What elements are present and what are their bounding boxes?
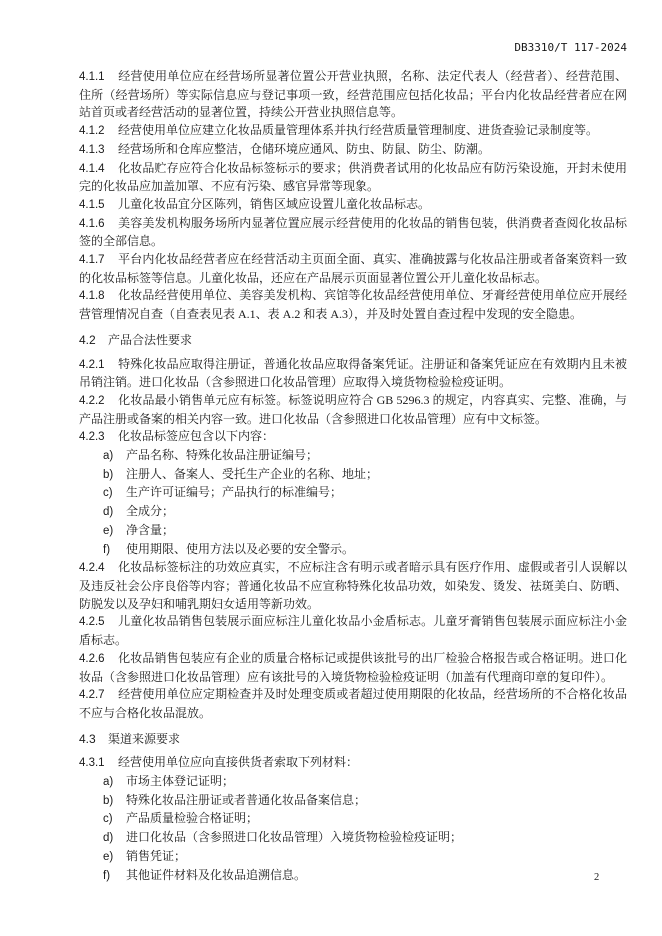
clause-4-1-1 [79,68,627,122]
list-item [79,522,627,541]
clause-number: 4.2.2 [79,394,105,407]
section-number: 4.2 [79,332,96,347]
clause-text: 特殊化妆品应取得注册证，普通化妆品应取得备案凭证。注册证和备案凭证应在有效期内且未被吊销注销。进口化妆品（含参照进口化妆品管理）应取得入境货物检验检疫证明。 [79,356,627,390]
list-text: 进口化妆品（含参照进口化妆品管理）入境货物检验检疫证明； [126,830,463,845]
document-body [79,68,627,885]
clause-number: 4.1.4 [79,162,105,175]
clause-number: 4.1.1 [79,71,105,83]
list-text: 注册人、备案人、受托生产企业的名称、地址； [126,466,379,481]
list-item [79,466,627,485]
clause-number: 4.2.1 [79,358,105,371]
list-text: 特殊化妆品注册证或者普通化妆品备案信息； [126,792,367,807]
list-item [79,792,627,811]
list-item [79,829,627,848]
list-marker: f) [103,869,111,882]
list-text: 全成分； [126,504,175,519]
list-marker: c) [103,813,113,826]
clause-4-2-5 [79,613,627,649]
list-item [79,867,627,886]
list-marker: e) [103,850,114,863]
section-heading-4-3 [79,731,627,749]
clause-text: 经营使用单位应建立化妆品质量管理体系并执行经营质量管理制度、进货查验记录制度等。 [118,123,599,138]
clause-4-2-1 [79,356,627,392]
clause-number: 4.1.3 [79,143,105,156]
clause-4-2-3 [79,428,627,447]
list-marker: b) [103,794,114,807]
list-text: 使用期限、使用方法以及必要的安全警示。 [126,541,355,556]
clause-number: 4.2.3 [79,431,105,444]
clause-4-1-5 [79,196,627,215]
section-number: 4.3 [79,731,96,746]
list-text: 产品名称、特殊化妆品注册证编号； [126,448,319,463]
list-marker: b) [103,468,114,481]
clause-text: 化妆品贮存应符合化妆品标签标示的要求；供消费者试用的化妆品应有防污染设施，开封未使用完的化妆品应加盖加罩、不应有污染、感官异常等现象。 [79,160,627,194]
list-text: 市场主体登记证明； [126,774,235,789]
clause-text: 经营使用单位应在经营场所显著位置公开营业执照，名称、法定代表人（经营者）、经营范围、住所（经营场所）等实际信息应与登记事项一致，经营范围应包括化妆品；平台内化妆品经营者应在网站首页或者经营活动的显著位置，持续公开营业执照信息等。 [79,69,627,120]
clause-text: 化妆品标签标注的功效应真实，不应标注含有明示或者暗示具有医疗作用、虚假或者引人误解以及违反社会公序良俗等内容；普通化妆品不应宣称特殊化妆品功效，如染发、烫发、祛斑美白、防晒、防脱发以及孕妇和哺乳期妇女适用等新功效。 [79,560,627,611]
clause-number: 4.2.5 [79,616,105,629]
clause-4-1-6 [79,215,627,251]
clause-4-2-2 [79,392,627,428]
list-item [79,447,627,466]
clause-4-1-8 [79,287,627,323]
section-title: 渠道来源要求 [108,731,181,746]
clause-4-1-2 [79,122,627,141]
clause-number: 4.2.4 [79,562,105,575]
clause-text: 经营场所和仓库应整洁，仓储环境应通风、防虫、防鼠、防尘、防潮。 [118,141,491,156]
list-item [79,773,627,792]
clause-number: 4.1.8 [79,290,105,303]
clause-text: 美容美发机构服务场所内显著位置应展示经营使用的化妆品的销售包装，供消费者查阅化妆品标签的全部信息。 [79,215,627,249]
clause-4-2-7 [79,686,627,722]
list-text: 生产许可证编号；产品执行的标准编号； [126,485,343,500]
list-marker: d) [103,832,114,845]
clause-number: 4.1.6 [79,217,105,230]
list-text: 产品质量检验合格证明； [126,811,259,826]
clause-text: 平台内化妆品经营者应在经营活动主页面全面、真实、准确披露与化妆品注册或者备案资料一致的化妆品标签等信息。儿童化妆品，还应在产品展示页面显著位置公开儿童化妆品标志。 [79,252,627,285]
list-marker: e) [103,524,114,537]
clause-4-1-3 [79,141,627,160]
clause-number: 4.1.5 [79,198,105,211]
clause-4-3-1 [79,754,627,773]
clause-text: 经营使用单位应定期检查并及时处理变质或者超过使用期限的化妆品，经营场所的不合格化妆品不应与合格化妆品混放。 [79,687,627,720]
clause-text: 化妆品最小销售单元应有标签。标签说明应符合 GB 5296.3 的规定，内容真实、完整、准确，与产品注册或备案的相关内容一致。进口化妆品（含参照进口化妆品管理）应有中文标签。 [79,392,627,426]
standard-code: DB3310/T 117-2024 [514,41,627,54]
list-text: 其他证件材料及化妆品追溯信息。 [126,867,307,882]
clause-number: 4.1.2 [79,125,105,138]
list-text: 净含量； [126,522,175,537]
clause-text: 化妆品标签应包含以下内容： [118,429,275,444]
clause-4-2-4 [79,559,627,613]
list-marker: a) [103,776,114,789]
clause-4-1-4 [79,160,627,196]
clause-4-2-6 [79,650,627,686]
clause-text: 经营使用单位应向直接供货者索取下列材料： [118,755,359,770]
clause-text: 化妆品经营使用单位、美容美发机构、宾馆等化妆品经营使用单位、牙膏经营使用单位应开展经营管理情况自查（自查表见表 A.1、表 A.2 和表 A.3），并及时处置自查过程中发现的安全隐患。 [79,288,627,322]
list-text: 销售凭证； [126,848,187,863]
list-item [79,810,627,829]
clause-text: 儿童化妆品销售包装展示面应标注儿童化妆品小金盾标志。儿童牙膏销售包装展示面应标注小金盾标志。 [79,614,627,648]
clause-text: 儿童化妆品宜分区陈列，销售区域应设置儿童化妆品标志。 [118,196,431,211]
clause-number: 4.2.7 [79,689,105,702]
page-number: 2 [594,872,600,883]
list-marker: d) [103,506,114,519]
section-heading-4-2 [79,332,627,350]
clause-4-1-7 [79,251,627,287]
list-item [79,848,627,867]
section-title: 产品合法性要求 [108,332,193,347]
list-item [79,503,627,522]
list-item [79,541,627,560]
list-marker: c) [103,487,113,500]
clause-number: 4.1.7 [79,254,105,267]
clause-text: 化妆品销售包装应有企业的质量合格标记或提供该批号的出厂检验合格报告或合格证明。进口化妆品（含参照进口化妆品管理）应有该批号的入境货物检验检疫证明（加盖有代理商印章的复印件）。 [79,650,627,684]
list-marker: a) [103,450,114,463]
list-item [79,484,627,503]
list-marker: f) [103,543,111,556]
clause-number: 4.2.6 [79,652,105,665]
clause-number: 4.3.1 [79,757,105,770]
